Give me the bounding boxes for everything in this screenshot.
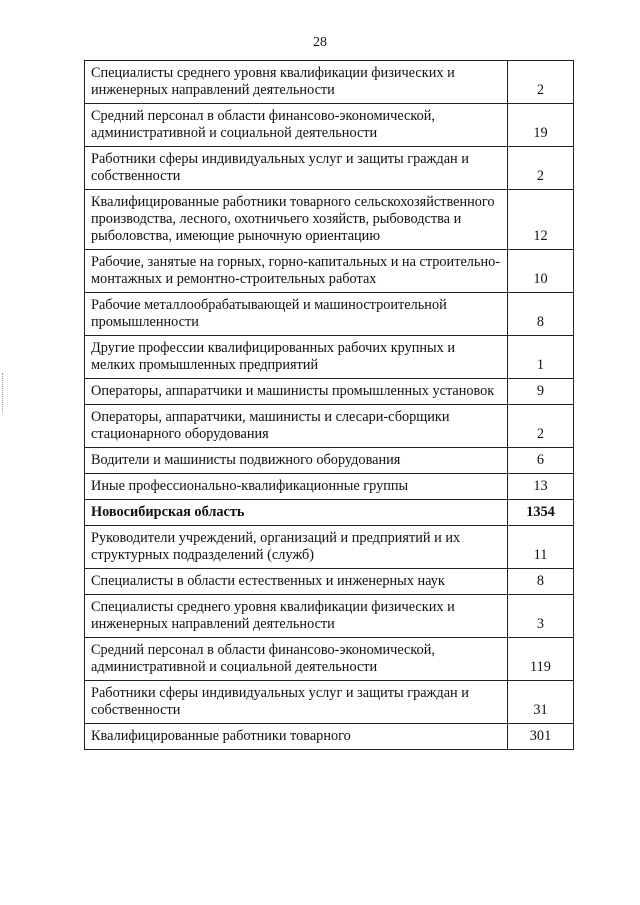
row-value-cell: 13 (508, 474, 574, 500)
table-row (85, 595, 574, 638)
table-row (85, 379, 574, 405)
table-row (85, 147, 574, 190)
row-name-cell: Новосибирская область (85, 500, 508, 526)
table-row (85, 61, 574, 104)
row-name-cell: Другие профессии квалифицированных рабочих крупных и мелких промышленных предприятий (85, 336, 508, 379)
row-value-cell: 2 (508, 61, 574, 104)
row-value-cell: 2 (508, 405, 574, 448)
row-name-cell: Рабочие, занятые на горных, горно-капитальных и на строительно-монтажных и ремонтно-строительных работах (85, 250, 508, 293)
row-value-cell: 1 (508, 336, 574, 379)
row-name-cell: Иные профессионально-квалификационные группы (85, 474, 508, 500)
row-value-cell: 11 (508, 526, 574, 569)
row-value-cell: 8 (508, 569, 574, 595)
row-value-cell: 1354 (508, 500, 574, 526)
row-value-cell: 8 (508, 293, 574, 336)
row-name-cell: Специалисты в области естественных и инженерных наук (85, 569, 508, 595)
table-row (85, 250, 574, 293)
table-row-region-total (85, 500, 574, 526)
row-name-cell: Водители и машинисты подвижного оборудования (85, 448, 508, 474)
row-value-cell: 119 (508, 638, 574, 681)
row-name-cell: Рабочие металлообрабатывающей и машиностроительной промышленности (85, 293, 508, 336)
table-row (85, 526, 574, 569)
row-name-cell: Средний персонал в области финансово-экономической, административной и социальной деятельности (85, 638, 508, 681)
table-row (85, 681, 574, 724)
row-name-cell: Специалисты среднего уровня квалификации физических и инженерных направлений деятельности (85, 61, 508, 104)
row-value-cell: 3 (508, 595, 574, 638)
row-name-cell: Квалифицированные работники товарного (85, 724, 508, 750)
row-value-cell: 10 (508, 250, 574, 293)
row-value-cell: 9 (508, 379, 574, 405)
row-name-cell: Работники сферы индивидуальных услуг и защиты граждан и собственности (85, 147, 508, 190)
margin-mark (2, 373, 5, 413)
row-name-cell: Операторы, аппаратчики и машинисты промышленных установок (85, 379, 508, 405)
row-value-cell: 2 (508, 147, 574, 190)
row-value-cell: 301 (508, 724, 574, 750)
table-row (85, 569, 574, 595)
table-row (85, 336, 574, 379)
row-value-cell: 19 (508, 104, 574, 147)
table-body (85, 61, 574, 750)
row-name-cell: Специалисты среднего уровня квалификации физических и инженерных направлений деятельности (85, 595, 508, 638)
table-row (85, 293, 574, 336)
row-name-cell: Средний персонал в области финансово-экономической, административной и социальной деятельности (85, 104, 508, 147)
table-row (85, 448, 574, 474)
row-name-cell: Руководители учреждений, организаций и предприятий и их структурных подразделений (служб) (85, 526, 508, 569)
table-row (85, 474, 574, 500)
table-row (85, 638, 574, 681)
table-row (85, 104, 574, 147)
table-row (85, 190, 574, 250)
row-value-cell: 6 (508, 448, 574, 474)
row-value-cell: 12 (508, 190, 574, 250)
row-value-cell: 31 (508, 681, 574, 724)
table-row (85, 724, 574, 750)
table-row (85, 405, 574, 448)
row-name-cell: Квалифицированные работники товарного сельскохозяйственного производства, лесного, охотничьего хозяйств, рыбоводства и рыболовства, имеющие рыночную ориентацию (85, 190, 508, 250)
row-name-cell: Операторы, аппаратчики, машинисты и слесари-сборщики стационарного оборудования (85, 405, 508, 448)
profession-table (84, 60, 574, 750)
page-number: 28 (313, 35, 327, 50)
row-name-cell: Работники сферы индивидуальных услуг и защиты граждан и собственности (85, 681, 508, 724)
